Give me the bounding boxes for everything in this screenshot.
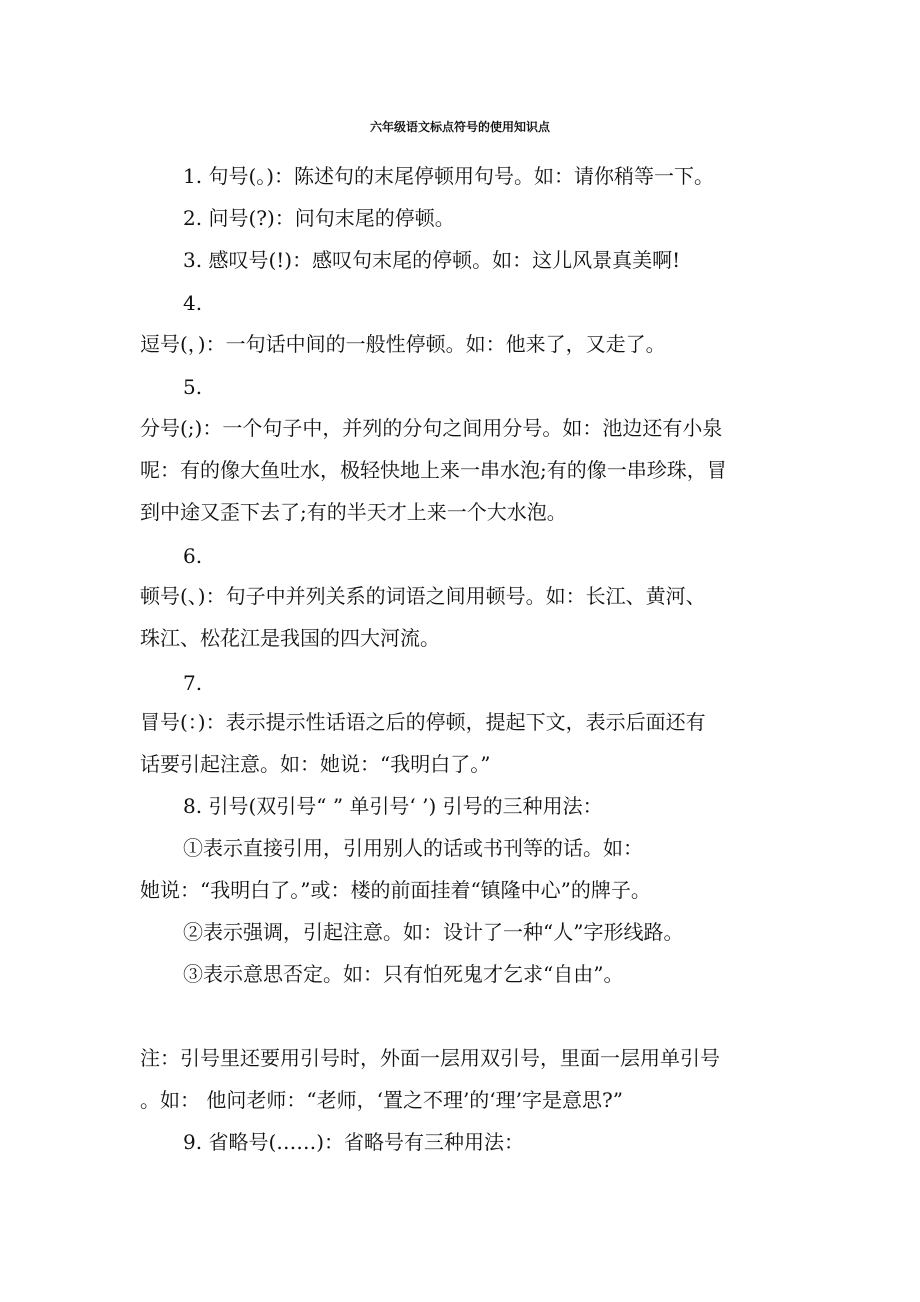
paragraph-line: 珠江、松花江是我国的四大河流。 (140, 626, 440, 650)
paragraph-line: 分号(;)：一个句子中，并列的分句之间用分号。如：池边还有小泉 (140, 416, 723, 440)
paragraph-line: 4. (183, 291, 203, 315)
paragraph-line: 1. 句号(。)：陈述句的末尾停顿用句号。如：请你稍等一下。 (183, 164, 715, 188)
document-title: 六年级语文标点符号的使用知识点 (369, 120, 550, 134)
paragraph-line: 她说：“我明白了。”或：楼的前面挂着“镇隆中心”的牌子。 (140, 878, 651, 902)
paragraph-line: 6. (183, 544, 203, 568)
paragraph-line: 到中途又歪下去了;有的半天才上来一个大水泡。 (140, 500, 567, 524)
paragraph-line: 话要引起注意。如：她说：“我明白了。” (140, 752, 491, 776)
paragraph-line: 7. (183, 671, 203, 695)
paragraph-line: 2. 问号(?)：问句末尾的停顿。 (183, 206, 455, 230)
paragraph-line: 8. 引号(双引号“ ” 单引号‘ ’) 引号的三种用法： (183, 794, 603, 818)
paragraph-line: 注：引号里还要用引号时，外面一层用双引号，里面一层用单引号 (140, 1046, 720, 1070)
paragraph-line: ②表示强调，引起注意。如：设计了一种“人”字形线路。 (183, 920, 684, 944)
paragraph-line: 呢：有的像大鱼吐水，极轻快地上来一串水泡;有的像一串珍珠，冒 (140, 458, 727, 482)
paragraph-line: 3. 感叹号(!)：感叹句末尾的停顿。如：这儿风景真美啊! (183, 248, 681, 272)
paragraph-line: ③表示意思否定。如：只有怕死鬼才乞求“自由”。 (183, 962, 624, 986)
paragraph-line: 9. 省略号(……)：省略号有三种用法： (183, 1130, 525, 1154)
paragraph-line: 5. (183, 375, 203, 399)
paragraph-line: 逗号(，)：一句话中间的一般性停顿。如：他来了，又走了。 (140, 332, 666, 356)
paragraph-line: 冒号(：)：表示提示性话语之后的停顿，提起下文，表示后面还有 (140, 710, 706, 734)
paragraph-line: ①表示直接引用，引用别人的话或书刊等的话。如： (183, 836, 643, 860)
paragraph-line: 。如： 他问老师：“老师，‘置之不理’的‘理’字是意思?” (140, 1088, 623, 1112)
paragraph-line: 顿号(、)：句子中并列关系的词语之间用顿号。如：长江、黄河、 (140, 584, 706, 608)
